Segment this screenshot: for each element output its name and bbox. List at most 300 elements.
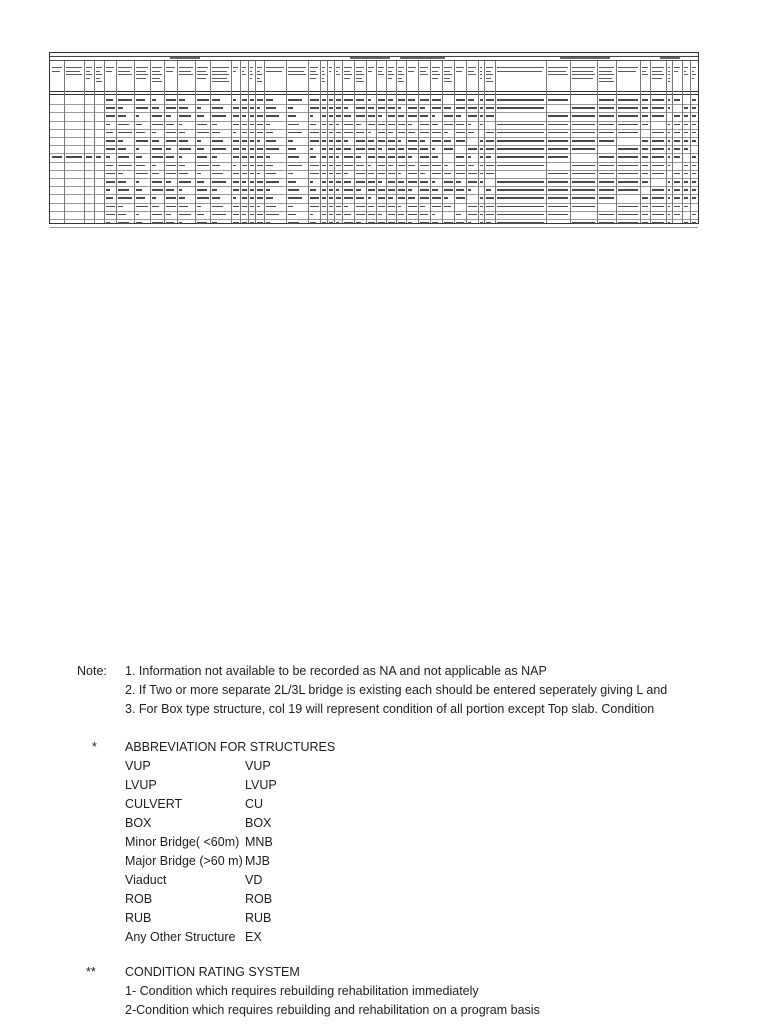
sheet-cell-text [152, 156, 163, 158]
sheet-header-text [497, 67, 544, 68]
sheet-header-text [310, 74, 318, 75]
sheet-cell-text [242, 115, 246, 117]
sheet-cell-text [692, 222, 696, 224]
sheet-cell-text [668, 181, 670, 183]
sheet-cell-text [480, 140, 483, 142]
sheet-cell-text [197, 148, 204, 150]
sheet-cell-text [480, 173, 483, 175]
sheet-cell-text [344, 197, 353, 199]
sheet-cell-text [266, 197, 273, 199]
sheet-cell-text [322, 148, 326, 150]
sheet-cell-text [356, 107, 365, 109]
sheet-cell-text [652, 156, 664, 158]
sheet-cell-text [257, 140, 260, 142]
sheet-cell-text [480, 148, 483, 150]
sheet-cell-text [106, 165, 113, 167]
sheet-cell-text [548, 124, 568, 126]
abbreviation-name: LVUP [125, 778, 157, 792]
sheet-cell-text [652, 148, 664, 150]
sheet-header-text [356, 67, 364, 68]
sheet-column-divider [597, 61, 598, 223]
sheet-cell-text [356, 214, 365, 216]
sheet-cell-text [266, 148, 279, 150]
sheet-column-divider [320, 61, 321, 223]
sheet-header-text [310, 71, 316, 72]
sheet-cell-text [233, 165, 236, 167]
abbreviation-code: LVUP [245, 778, 277, 792]
sheet-header-text [152, 67, 162, 68]
sheet-cell-text [344, 189, 353, 191]
sheet-cell-text [179, 156, 182, 158]
sheet-header-text [152, 71, 160, 72]
sheet-column-divider [386, 61, 387, 223]
sheet-cell-text [118, 99, 132, 101]
sheet-cell-text [329, 173, 333, 175]
sheet-cell-text [266, 214, 279, 216]
sheet-cell-text [329, 132, 333, 134]
sheet-cell-text [618, 206, 638, 208]
sheet-cell-text [212, 197, 220, 199]
sheet-cell-text [388, 140, 395, 142]
sheet-cell-text [257, 181, 263, 183]
sheet-cell-text [599, 140, 614, 142]
sheet-cell-text [288, 165, 302, 167]
sheet-cell-text [684, 148, 688, 150]
sheet-cell-text [618, 107, 638, 109]
sheet-header-text [444, 74, 452, 75]
sheet-header-text [652, 67, 664, 68]
sheet-cell-text [480, 124, 483, 126]
sheet-cell-text [166, 132, 176, 134]
sheet-cell-text [456, 222, 464, 224]
sheet-column-divider [255, 61, 256, 223]
sheet-column-divider [84, 61, 85, 223]
sheet-cell-text [486, 132, 494, 134]
sheet-cell-text [388, 181, 395, 183]
sheet-cell-text [432, 140, 441, 142]
sheet-cell-text [288, 214, 296, 216]
sheet-cell-text [344, 165, 353, 167]
sheet-header-text [66, 71, 80, 72]
sheet-header-text [652, 71, 662, 72]
sheet-cell-text [456, 156, 464, 158]
sheet-column-divider [195, 61, 196, 223]
sheet-merged-cell-text [96, 156, 101, 158]
sheet-cell-text [344, 115, 351, 117]
sheet-cell-text [668, 206, 670, 208]
sheet-cell-text [572, 148, 595, 150]
sheet-cell-text [368, 124, 375, 126]
sheet-cell-text [257, 99, 263, 101]
sheet-cell-text [486, 173, 494, 175]
sheet-cell-text [288, 99, 302, 101]
sheet-cell-text [599, 107, 614, 109]
sheet-cell-text [197, 99, 209, 101]
sheet-cell-text [322, 206, 326, 208]
sheet-cell-text [179, 206, 188, 208]
sheet-cell-text [356, 206, 365, 208]
sheet-header-text [692, 67, 696, 68]
sheet-cell-text [329, 165, 333, 167]
sheet-cell-text [257, 107, 260, 109]
sheet-cell-text [684, 206, 688, 208]
sheet-cell-text [618, 132, 638, 134]
sheet-cell-text [378, 115, 382, 117]
sheet-column-divider [240, 61, 241, 223]
sheet-cell-text [444, 181, 453, 183]
sheet-cell-text [266, 115, 279, 117]
sheet-cell-text [233, 197, 236, 199]
sheet-cell-text [388, 165, 393, 167]
sheet-cell-text [444, 165, 448, 167]
sheet-cell-text [322, 132, 326, 134]
abbreviation-name: Minor Bridge( <60m) [125, 835, 240, 849]
sheet-cell-text [572, 222, 595, 224]
sheet-cell-text [257, 165, 263, 167]
sheet-column-divider [495, 61, 496, 223]
sheet-cell-text [212, 148, 226, 150]
sheet-header-text [336, 67, 340, 68]
sheet-cell-text [106, 124, 110, 126]
sheet-cell-text [652, 189, 664, 191]
sheet-cell-text [618, 222, 638, 224]
sheet-header-text [152, 81, 162, 82]
sheet-header-text [322, 81, 325, 82]
sheet-cell-text [398, 132, 405, 134]
sheet-cell-text [329, 99, 333, 101]
sheet-cell-text [368, 189, 375, 191]
sheet-header-text [444, 81, 452, 82]
sheet-cell-text [118, 115, 126, 117]
sheet-cell-text [642, 107, 648, 109]
sheet-header-text [96, 71, 100, 72]
sheet-header-text [432, 78, 438, 79]
sheet-header-text [322, 71, 324, 72]
sheet-cell-text [652, 222, 664, 224]
sheet-header-text [420, 74, 428, 75]
sheet-cell-text [322, 140, 326, 142]
sheet-cell-text [548, 189, 568, 191]
sheet-header-text [548, 67, 568, 68]
sheet-cell-text [548, 156, 568, 158]
sheet-cell-text [242, 189, 247, 191]
sheet-cell-text [388, 107, 395, 109]
abbreviation-name: CULVERT [125, 797, 183, 811]
sheet-cell-text [368, 222, 375, 224]
sheet-header-text [233, 67, 238, 68]
sheet-column-divider [666, 61, 667, 223]
sheet-cell-text [456, 165, 465, 167]
sheet-cell-text [336, 115, 341, 117]
spreadsheet-thumbnail [49, 52, 699, 224]
sheet-cell-text [497, 132, 544, 134]
sheet-cell-text [288, 181, 296, 183]
sheet-cell-text [250, 197, 254, 199]
sheet-cell-text [642, 140, 648, 142]
sheet-cell-text [692, 165, 696, 167]
sheet-merged-cell-text [86, 156, 92, 158]
sheet-column-divider [210, 61, 211, 223]
sheet-cell-text [388, 189, 395, 191]
abbreviation-code: VD [245, 873, 263, 887]
sheet-cell-text [242, 132, 247, 134]
sheet-cell-text [398, 173, 401, 175]
sheet-cell-text [212, 206, 223, 208]
sheet-header-text [684, 67, 688, 68]
sheet-group-label [170, 57, 200, 59]
sheet-column-divider [134, 61, 135, 223]
sheet-cell-text [408, 99, 415, 101]
sheet-cell-text [486, 156, 491, 158]
sheet-cell-text [692, 124, 696, 126]
sheet-cell-text [420, 206, 425, 208]
sheet-cell-text [378, 107, 385, 109]
sheet-cell-text [336, 124, 339, 126]
sheet-cell-text [288, 197, 302, 199]
sheet-cell-text [136, 107, 148, 109]
sheet-cell-text [548, 148, 568, 150]
sheet-cell-text [456, 99, 465, 101]
sheet-group-label [400, 57, 445, 59]
sheet-cell-text [497, 140, 544, 142]
sheet-header-text [674, 71, 678, 72]
sheet-cell-text [136, 165, 145, 167]
sheet-cell-text [408, 189, 412, 191]
sheet-header-text [212, 81, 229, 82]
sheet-header-text [388, 74, 394, 75]
sheet-cell-text [572, 132, 595, 134]
sheet-column-divider [308, 61, 309, 223]
sheet-cell-text [197, 214, 204, 216]
sheet-cell-text [136, 148, 139, 150]
sheet-cell-text [118, 214, 126, 216]
sheet-cell-text [432, 124, 438, 126]
sheet-header-text [242, 74, 246, 75]
sheet-header-text [212, 71, 227, 72]
sheet-cell-text [356, 197, 364, 199]
sheet-cell-text [288, 132, 302, 134]
sheet-header-text [250, 71, 252, 72]
sheet-cell-text [310, 99, 319, 101]
sheet-cell-text [378, 206, 385, 208]
sheet-cell-text [106, 214, 115, 216]
sheet-header-text [118, 71, 130, 72]
sheet-cell-text [288, 173, 293, 175]
sheet-header-text [197, 71, 206, 72]
sheet-header-text [336, 74, 340, 75]
sheet-header-text [692, 78, 694, 79]
sheet-cell-text [257, 206, 260, 208]
sheet-header-text [197, 78, 206, 79]
sheet-header-text [86, 74, 92, 75]
sheet-column-divider [177, 61, 178, 223]
sheet-cell-text [250, 206, 254, 208]
sheet-cell-text [456, 197, 465, 199]
sheet-cell-text [166, 140, 176, 142]
sheet-cell-text [408, 206, 417, 208]
abbreviation-name: Viaduct [125, 873, 167, 887]
sheet-cell-text [212, 124, 217, 126]
sheet-header-text [356, 74, 364, 75]
sheet-header-text [118, 67, 132, 68]
sheet-header-text [242, 71, 244, 72]
sheet-cell-text [329, 189, 333, 191]
sheet-cell-text [152, 165, 156, 167]
sheet-cell-text [166, 115, 171, 117]
sheet-cell-text [486, 222, 491, 224]
sheet-cell-text [106, 222, 110, 224]
sheet-cell-text [106, 181, 115, 183]
sheet-header-text [106, 71, 112, 72]
sheet-cell-text [368, 181, 375, 183]
sheet-cell-text [572, 115, 595, 117]
sheet-cell-text [212, 99, 220, 101]
sheet-cell-text [322, 99, 326, 101]
sheet-header-text [398, 74, 404, 75]
sheet-cell-text [674, 181, 680, 183]
abbreviation-name: VUP [125, 759, 151, 773]
sheet-cell-text [420, 181, 428, 183]
sheet-header-text [96, 67, 102, 68]
sheet-cell-text [444, 222, 453, 224]
sheet-cell-text [257, 132, 263, 134]
sheet-header-text [250, 78, 252, 79]
sheet-cell-text [179, 181, 191, 183]
sheet-cell-text [456, 214, 461, 216]
sheet-cell-text [136, 214, 139, 216]
sheet-cell-text [356, 132, 364, 134]
sheet-cell-text [618, 165, 638, 167]
sheet-header-text [408, 67, 416, 68]
sheet-cell-text [692, 156, 696, 158]
sheet-cell-text [388, 115, 395, 117]
sheet-column-divider [366, 61, 367, 223]
sheet-cell-text [456, 115, 461, 117]
sheet-cell-text [378, 222, 385, 224]
sheet-cell-text [310, 140, 319, 142]
sheet-cell-text [618, 124, 638, 126]
sheet-cell-text [408, 107, 417, 109]
sheet-cell-text [444, 173, 451, 175]
sheet-column-divider [64, 61, 65, 223]
sheet-cell-text [136, 132, 145, 134]
sheet-cell-text [197, 115, 204, 117]
sheet-column-divider [334, 61, 335, 223]
sheet-cell-text [468, 222, 471, 224]
sheet-cell-text [599, 132, 614, 134]
sheet-cell-text [166, 107, 176, 109]
sheet-header-text [388, 78, 392, 79]
sheet-cell-text [106, 132, 113, 134]
sheet-header-text [86, 78, 90, 79]
sheet-header-text [356, 81, 364, 82]
sheet-cell-text [468, 156, 471, 158]
sheet-cell-text [668, 222, 670, 224]
sheet-cell-text [444, 140, 451, 142]
sheet-cell-text [329, 214, 333, 216]
abbreviation-name: Any Other Structure [125, 930, 236, 944]
sheet-cell-text [356, 222, 361, 224]
sheet-cell-text [336, 99, 341, 101]
sheet-column-headers [50, 61, 698, 92]
sheet-header-text [257, 78, 260, 79]
sheet-cell-text [684, 140, 688, 142]
sheet-cell-text [674, 173, 680, 175]
sheet-cell-text [266, 140, 276, 142]
abbreviation-code: MJB [245, 854, 270, 868]
sheet-cell-text [336, 214, 341, 216]
condition-line: 2-Condition which requires rebuilding and rehabilitation on a program basis [125, 1003, 540, 1017]
sheet-cell-text [106, 189, 110, 191]
sheet-cell-text [668, 99, 670, 101]
sheet-cell-text [599, 156, 614, 158]
sheet-cell-text [266, 189, 270, 191]
sheet-cell-text [674, 197, 680, 199]
sheet-cell-text [368, 165, 371, 167]
sheet-header-text [599, 71, 612, 72]
sheet-cell-text [344, 173, 348, 175]
sheet-cell-text [398, 165, 405, 167]
sheet-cell-text [486, 148, 494, 150]
sheet-cell-text [166, 156, 174, 158]
sheet-cell-text [480, 214, 483, 216]
sheet-cell-text [179, 140, 188, 142]
sheet-header-text [398, 81, 404, 82]
sheet-header-text [66, 74, 82, 75]
sheet-cell-text [497, 197, 544, 199]
sheet-cell-text [378, 214, 382, 216]
sheet-cell-text [548, 132, 568, 134]
sheet-cell-text [233, 156, 239, 158]
sheet-cell-text [106, 197, 113, 199]
sheet-header-text [52, 71, 60, 72]
sheet-cell-text [618, 148, 638, 150]
sheet-cell-text [684, 107, 688, 109]
sheet-header-text [136, 67, 148, 68]
sheet-header-text [96, 81, 102, 82]
sheet-header-text [250, 74, 253, 75]
sheet-cell-text [674, 132, 680, 134]
sheet-header-text [257, 81, 262, 82]
sheet-column-divider [478, 61, 479, 223]
sheet-cell-text [310, 222, 316, 224]
sheet-cell-text [257, 156, 263, 158]
sheet-cell-text [136, 99, 145, 101]
sheet-header-text [572, 67, 595, 68]
sheet-cell-text [310, 156, 316, 158]
sheet-cell-text [378, 99, 385, 101]
sheet-header-text [136, 78, 146, 79]
sheet-header-text [136, 74, 148, 75]
sheet-cell-text [408, 173, 417, 175]
sheet-cell-text [444, 189, 453, 191]
sheet-column-divider [430, 61, 431, 223]
sheet-cell-text [179, 107, 188, 109]
sheet-cell-text [166, 181, 171, 183]
sheet-cell-text [242, 99, 247, 101]
sheet-cell-text [642, 222, 648, 224]
sheet-cell-text [684, 165, 688, 167]
sheet-cell-text [250, 148, 254, 150]
sheet-cell-text [310, 181, 313, 183]
sheet-cell-text [288, 148, 296, 150]
sheet-cell-text [179, 115, 191, 117]
sheet-cell-text [674, 99, 680, 101]
sheet-cell-text [548, 140, 568, 142]
sheet-cell-text [420, 124, 429, 126]
sheet-header-text [456, 71, 462, 72]
sheet-header-text [356, 78, 362, 79]
